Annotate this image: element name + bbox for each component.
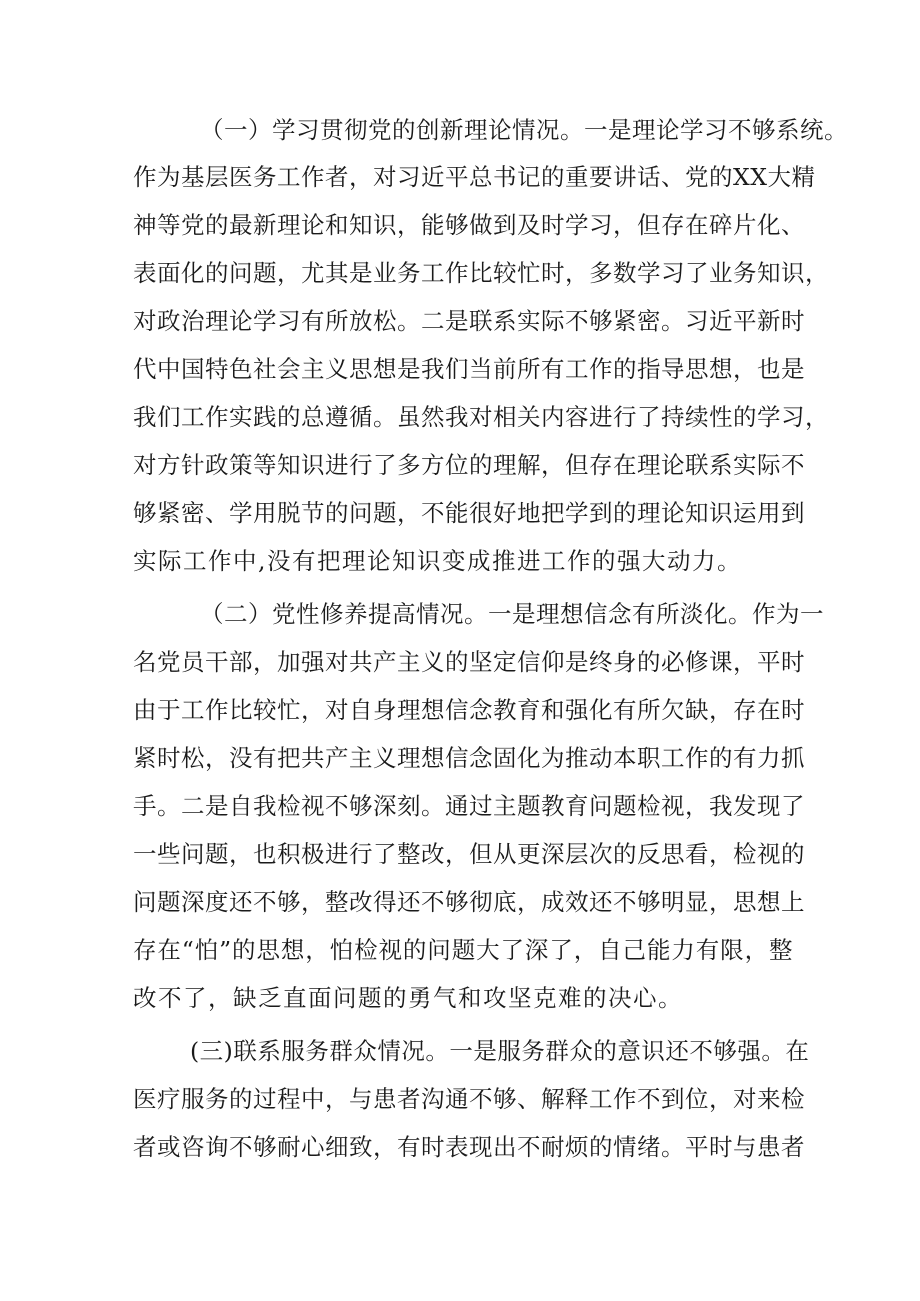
paragraph-2-line-8: 存在“怕”的思想，怕检视的问题大了深了，自己能力有限，整 (133, 936, 793, 964)
paragraph-1-line-10: 实际工作中,没有把理论知识变成推进工作的强大动力。 (133, 547, 742, 575)
paragraph-2-line-1: （二）党性修养提高情况。一是理想信念有所淡化。作为一 (200, 600, 824, 628)
paragraph-1-line-3: 神等党的最新理论和知识，能够做到及时学习，但存在碎片化、 (133, 211, 805, 239)
paragraph-2-line-4: 紧时松，没有把共产主义理想信念固化为推动本职工作的有力抓 (133, 744, 805, 772)
paragraph-1-line-6: 代中国特色社会主义思想是我们当前所有工作的指导思想，也是 (133, 355, 805, 383)
paragraph-1-line-4: 表面化的问题，尤其是业务工作比较忙时，多数学习了业务知识， (133, 259, 829, 287)
paragraph-2-line-7: 问题深度还不够，整改得还不够彻底，成效还不够明显，思想上 (133, 888, 805, 916)
paragraph-3-line-3: 者或咨询不够耐心细致，有时表现出不耐烦的情绪。平时与患者 (133, 1133, 805, 1161)
paragraph-2-line-3: 由于工作比较忙，对自身理想信念教育和强化有所欠缺，存在时 (133, 696, 805, 724)
paragraph-1-line-1: （一）学习贯彻党的创新理论情况。一是理论学习不够系统。 (200, 116, 848, 144)
paragraph-2-line-9: 改不了，缺乏直面问题的勇气和攻坚克难的决心。 (133, 984, 683, 1012)
paragraph-1-line-8: 对方针政策等知识进行了多方位的理解，但存在理论联系实际不 (133, 451, 805, 479)
paragraph-1-line-2: 作为基层医务工作者，对习近平总书记的重要讲话、党的XX大精 (133, 163, 816, 191)
paragraph-1-line-7: 我们工作实践的总遵循。虽然我对相关内容进行了持续性的学习， (133, 403, 829, 431)
paragraph-2-line-5: 手。二是自我检视不够深刻。通过主题教育问题检视，我发现了 (133, 792, 805, 820)
paragraph-1-line-5: 对政治理论学习有所放松。二是联系实际不够紧密。习近平新时 (133, 307, 805, 335)
paragraph-2-line-6: 一些问题，也积极进行了整改，但从更深层次的反思看，检视的 (133, 840, 805, 868)
paragraph-3-line-1: (三)联系服务群众情况。一是服务群众的意识还不够强。在 (190, 1037, 810, 1065)
paragraph-1-line-9: 够紧密、学用脱节的问题，不能很好地把学到的理论知识运用到 (133, 499, 805, 527)
paragraph-2-line-2: 名党员干部，加强对共产主义的坚定信仰是终身的必修课，平时 (133, 648, 805, 676)
paragraph-3-line-2: 医疗服务的过程中，与患者沟通不够、解释工作不到位，对来检 (133, 1085, 805, 1113)
